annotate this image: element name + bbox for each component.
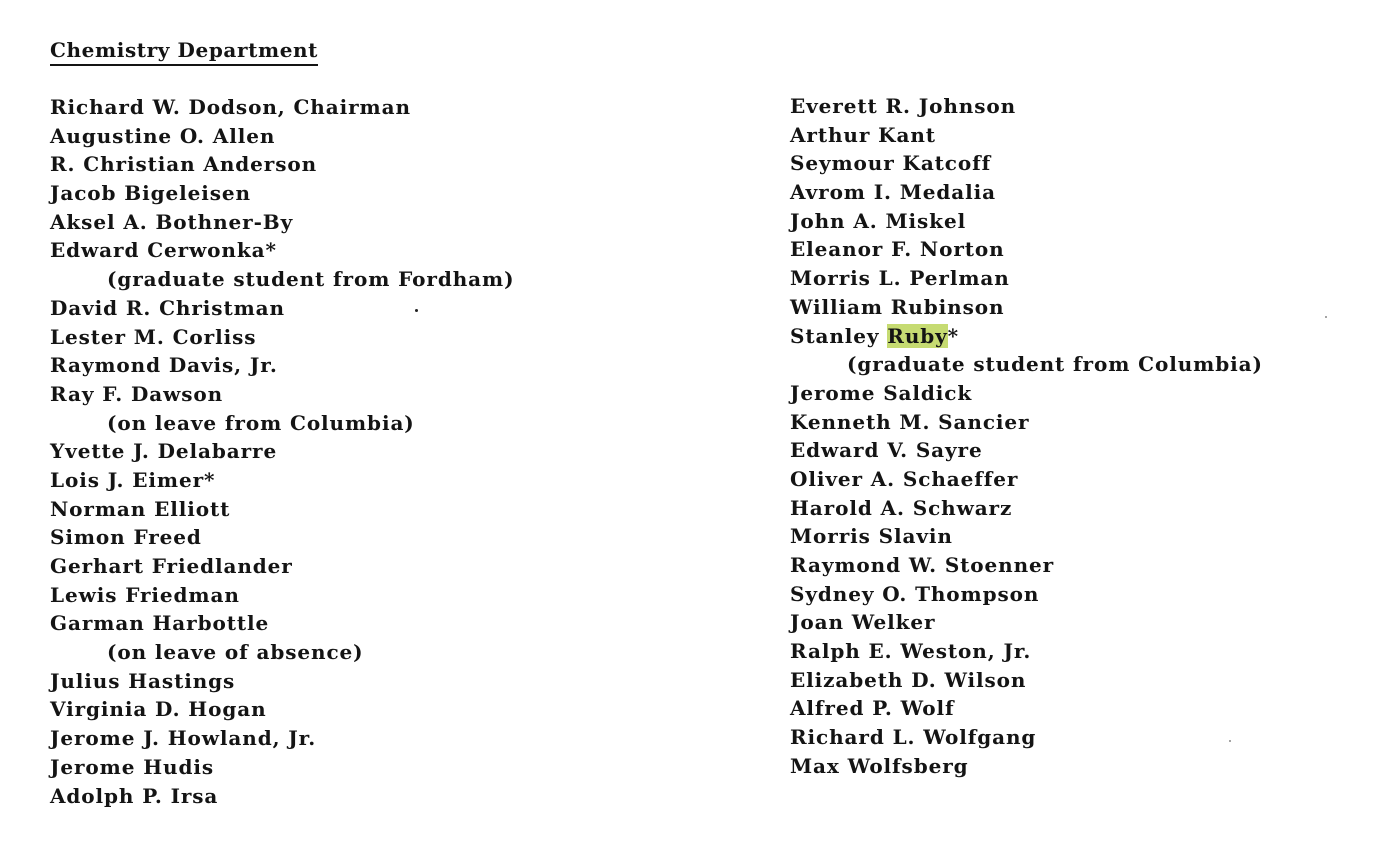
staff-name: Augustine O. Allen: [50, 123, 276, 148]
staff-name: Garman Harbottle: [50, 611, 270, 636]
staff-name: Alfred P. Wolf: [790, 696, 955, 721]
staff-name: Norman Elliott: [50, 496, 231, 521]
staff-name-suffix: *: [947, 323, 960, 348]
staff-name-highlighted: [790, 322, 1263, 351]
staff-name: Oliver A. Schaeffer: [790, 466, 1019, 491]
staff-name: Adolph P. Irsa: [50, 783, 219, 808]
staff-name: Seymour Katcoff: [790, 151, 992, 176]
staff-name: Lois J. Eimer*: [50, 467, 216, 492]
staff-list-left: [50, 93, 514, 810]
staff-name: Jerome J. Howland, Jr.: [50, 726, 317, 751]
staff-name: Edward V. Sayre: [790, 438, 983, 463]
staff-name: Simon Freed: [50, 525, 202, 550]
staff-name: Richard L. Wolfgang: [790, 725, 1037, 750]
staff-name: Morris Slavin: [790, 524, 953, 549]
staff-name: Aksel A. Bothner-By: [50, 209, 294, 234]
staff-name: Jacob Bigeleisen: [50, 181, 251, 206]
search-highlight: Ruby: [887, 323, 948, 348]
staff-name: Avrom I. Medalia: [790, 180, 996, 205]
staff-name: Raymond Davis, Jr.: [50, 353, 278, 378]
staff-name: William Rubinson: [790, 294, 1005, 319]
staff-name: Julius Hastings: [50, 668, 236, 693]
staff-name: Arthur Kant: [790, 122, 936, 147]
staff-name: Kenneth M. Sancier: [790, 409, 1030, 434]
staff-name: Sydney O. Thompson: [790, 581, 1040, 606]
department-heading: Chemistry Department: [50, 36, 318, 66]
staff-note: (on leave of absence): [107, 640, 364, 665]
staff-name: Harold A. Schwarz: [790, 495, 1013, 520]
staff-name: Yvette J. Delabarre: [50, 439, 278, 464]
staff-name: Ray F. Dawson: [50, 381, 224, 406]
staff-name: Lewis Friedman: [50, 582, 240, 607]
staff-name: Lester M. Corliss: [50, 324, 257, 349]
staff-note: (graduate student from Columbia): [847, 352, 1263, 377]
staff-name: Eleanor F. Norton: [790, 237, 1005, 262]
scan-speck: [415, 309, 418, 312]
staff-name: Morris L. Perlman: [790, 266, 1010, 291]
staff-name: Everett R. Johnson: [790, 94, 1017, 118]
scan-speck: [1229, 740, 1231, 742]
staff-name-prefix: Stanley: [790, 323, 888, 348]
staff-name: Elizabeth D. Wilson: [790, 667, 1027, 692]
scan-speck: [1325, 316, 1327, 318]
staff-note: (on leave from Columbia): [107, 410, 415, 435]
staff-name: R. Christian Anderson: [50, 152, 318, 177]
staff-name: Ralph E. Weston, Jr.: [790, 639, 1032, 664]
staff-name: Gerhart Friedlander: [50, 554, 293, 578]
staff-name: Jerome Hudis: [50, 754, 214, 779]
staff-name: David R. Christman: [50, 295, 285, 320]
staff-note: (graduate student from Fordham): [107, 267, 515, 292]
staff-name: Jerome Saldick: [790, 380, 973, 405]
staff-name: Richard W. Dodson, Chairman: [50, 95, 411, 119]
staff-name: Edward Cerwonka*: [50, 238, 277, 263]
staff-name: Joan Welker: [790, 610, 936, 635]
staff-name: Virginia D. Hogan: [50, 697, 267, 722]
staff-list-right: [790, 92, 1263, 781]
staff-name: Max Wolfsberg: [790, 753, 969, 778]
staff-name: John A. Miskel: [790, 208, 967, 233]
staff-name: Raymond W. Stoenner: [790, 553, 1055, 577]
